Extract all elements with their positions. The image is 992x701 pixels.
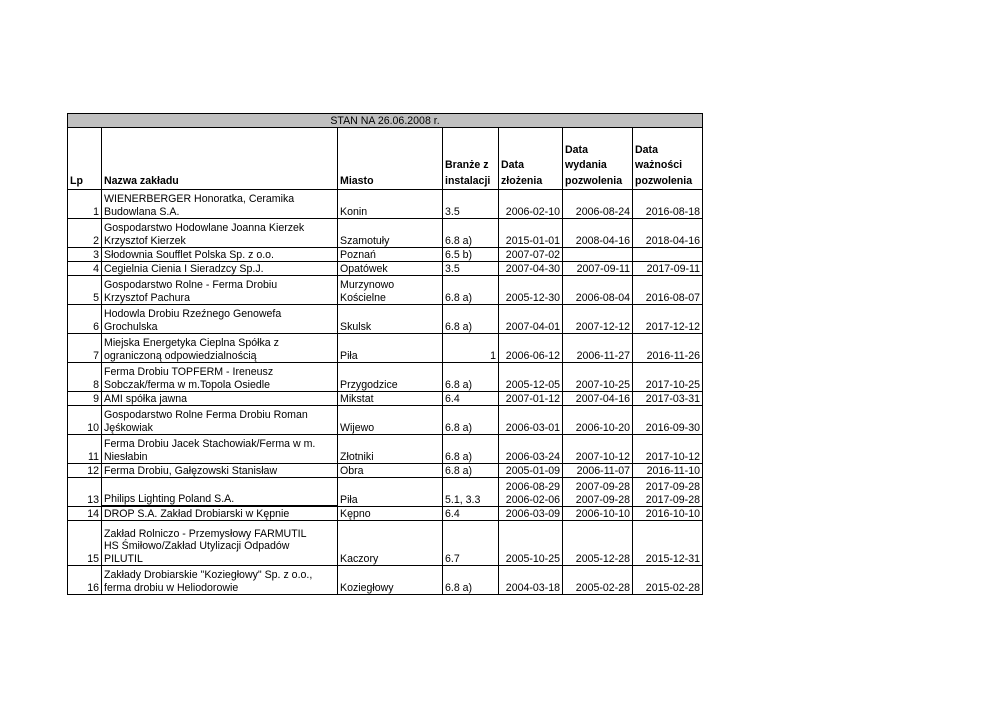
cell-issued-date xyxy=(563,566,633,595)
cell-issued-date xyxy=(563,248,633,262)
cell-line: Wijewo xyxy=(340,421,375,434)
cell-name xyxy=(102,363,338,392)
cell-line: 2017-10-12 xyxy=(645,450,700,463)
cell-line: Poznań xyxy=(340,248,376,261)
table-row xyxy=(68,276,703,305)
cell-line: 2007-04-16 xyxy=(575,392,630,405)
cell-line: 2007-09-11 xyxy=(576,262,630,275)
cell-city xyxy=(338,566,443,595)
cell-line: Kaczory xyxy=(340,552,379,565)
cell-issued-date xyxy=(563,219,633,248)
cell-city xyxy=(338,262,443,276)
cell-line: 2017-09-28 xyxy=(645,493,700,506)
column-header-valid-date: Data ważności pozwolenia xyxy=(633,128,703,190)
cell-branch: 5.1, 3.3 xyxy=(443,478,499,507)
cell-branch: 6.8 a) xyxy=(443,219,499,248)
table-body xyxy=(68,190,703,595)
cell-line: 2015-01-01 xyxy=(505,234,560,247)
cell-line: Koziegłowy xyxy=(340,581,394,594)
cell-city xyxy=(338,435,443,464)
cell-branch: 6.8 a) xyxy=(443,566,499,595)
cell-valid-date xyxy=(633,262,703,276)
cell-line: Zakłady Drobiarskie "Koziegłowy" Sp. z o.o., xyxy=(104,569,313,581)
table-row xyxy=(68,219,703,248)
cell-line: 2008-04-16 xyxy=(575,234,630,247)
cell-issued-date xyxy=(563,190,633,219)
cell-line: Gospodarstwo Hodowlane Joanna Kierzek xyxy=(104,222,305,234)
cell-line: Złotniki xyxy=(340,450,374,463)
table-row xyxy=(68,334,703,363)
cell-line: 2005-12-28 xyxy=(575,552,630,565)
cell-line: 2006-10-10 xyxy=(575,507,630,520)
cell-line: ferma drobiu w Heliodorowie xyxy=(104,581,239,594)
cell-line: 2006-02-06 xyxy=(505,493,560,506)
cell-line: AMI spółka jawna xyxy=(104,392,188,405)
cell-line: 2007-10-25 xyxy=(575,378,630,391)
cell-branch: 6.8 a) xyxy=(443,276,499,305)
cell-lp: 6 xyxy=(68,305,102,334)
cell-line: 2017-09-11 xyxy=(646,262,700,275)
table-row xyxy=(68,305,703,334)
cell-line: Philips Lighting Poland S.A. xyxy=(102,493,337,507)
cell-line: Konin xyxy=(340,205,368,218)
table-row xyxy=(68,190,703,219)
cell-line: Grochulska xyxy=(104,320,158,333)
table-row xyxy=(68,521,703,566)
cell-line: Krzysztof Pachura xyxy=(104,291,190,304)
cell-filed-date xyxy=(499,464,563,478)
cell-filed-date xyxy=(499,219,563,248)
cell-line: 2005-10-25 xyxy=(505,552,560,565)
cell-line: 2007-01-12 xyxy=(505,392,560,405)
cell-filed-date xyxy=(499,262,563,276)
cell-issued-date xyxy=(563,334,633,363)
cell-line: ograniczoną odpowiedzialnością xyxy=(104,349,257,362)
cell-filed-date xyxy=(499,478,563,507)
cell-city xyxy=(338,248,443,262)
cell-line: 2015-12-31 xyxy=(645,552,700,565)
cell-lp: 3 xyxy=(68,248,102,262)
cell-line: 2005-02-28 xyxy=(575,581,630,594)
cell-branch: 6.4 xyxy=(443,392,499,406)
cell-valid-date xyxy=(633,406,703,435)
cell-issued-date xyxy=(563,305,633,334)
cell-line: Ferma Drobiu TOPFERM - Ireneusz xyxy=(104,366,274,378)
cell-line: 2016-10-10 xyxy=(645,507,700,520)
cell-line: 2006-10-20 xyxy=(575,421,630,434)
cell-name xyxy=(102,464,338,478)
cell-name xyxy=(102,406,338,435)
cell-lp: 7 xyxy=(68,334,102,363)
cell-line: 2007-07-02 xyxy=(505,248,560,261)
cell-line: DROP S.A. Zakład Drobiarski w Kępnie xyxy=(104,507,290,520)
column-header-filed-date: Data złożenia xyxy=(499,128,563,190)
cell-line: 2004-03-18 xyxy=(505,581,560,594)
cell-issued-date xyxy=(563,464,633,478)
cell-line: 2005-01-09 xyxy=(505,464,560,477)
cell-line: 2018-04-16 xyxy=(645,234,700,247)
cell-line: WIENERBERGER Honoratka, Ceramika xyxy=(104,193,295,205)
cell-line: 2006-02-10 xyxy=(505,205,560,218)
cell-line: 2007-09-28 xyxy=(575,493,630,506)
cell-name xyxy=(102,190,338,219)
column-header-branch: Branże z instalacji xyxy=(443,128,499,190)
cell-lp: 15 xyxy=(68,521,102,566)
cell-filed-date xyxy=(499,305,563,334)
cell-line: Opatówek xyxy=(340,262,388,275)
cell-line: Zakład Rolniczo - Przemysłowy FARMUTIL xyxy=(104,527,307,540)
cell-line: 2006-08-29 xyxy=(505,481,560,493)
cell-branch: 6.4 xyxy=(443,507,499,521)
cell-line: 2017-12-12 xyxy=(645,320,700,333)
cell-lp: 1 xyxy=(68,190,102,219)
cell-line: Obra xyxy=(340,464,364,477)
cell-valid-date xyxy=(633,507,703,521)
cell-name xyxy=(102,334,338,363)
cell-branch: 1 xyxy=(443,334,499,363)
cell-filed-date xyxy=(499,435,563,464)
cell-line: Niesłabin xyxy=(104,450,148,463)
column-header-lp: Lp xyxy=(68,128,102,190)
cell-line: 2006-08-24 xyxy=(575,205,630,218)
column-header-issued-date: Data wydania pozwolenia xyxy=(563,128,633,190)
cell-name xyxy=(102,478,338,507)
table-row xyxy=(68,363,703,392)
cell-filed-date xyxy=(499,276,563,305)
cell-issued-date xyxy=(563,507,633,521)
cell-line: Gospodarstwo Rolne - Ferma Drobiu xyxy=(104,279,278,291)
cell-line: 2007-12-12 xyxy=(575,320,630,333)
cell-lp: 16 xyxy=(68,566,102,595)
cell-line: 2007-09-28 xyxy=(575,481,630,493)
cell-valid-date xyxy=(633,435,703,464)
cell-issued-date xyxy=(563,392,633,406)
table-row xyxy=(68,464,703,478)
cell-line: Słodownia Soufflet Polska Sp. z o.o. xyxy=(104,248,274,261)
cell-issued-date xyxy=(563,262,633,276)
cell-line: Mikstat xyxy=(340,392,374,405)
cell-line: 2006-03-09 xyxy=(505,507,560,520)
cell-line: Cegielnia Cienia I Sieradzcy Sp.J. xyxy=(104,262,264,275)
cell-branch: 3.5 xyxy=(443,262,499,276)
cell-line: 2006-11-27 xyxy=(576,349,630,362)
cell-line: Piła xyxy=(340,493,358,506)
cell-filed-date xyxy=(499,507,563,521)
cell-valid-date xyxy=(633,521,703,566)
table-row xyxy=(68,478,703,507)
cell-line: Krzysztof Kierzek xyxy=(104,234,186,247)
cell-name xyxy=(102,392,338,406)
cell-valid-date xyxy=(633,190,703,219)
cell-city xyxy=(338,521,443,566)
cell-line: 2015-02-28 xyxy=(645,581,700,594)
cell-name xyxy=(102,305,338,334)
cell-valid-date xyxy=(633,248,703,262)
cell-city xyxy=(338,406,443,435)
cell-line: Ferma Drobiu, Gałęzowski Stanisław xyxy=(104,464,278,477)
cell-filed-date xyxy=(499,406,563,435)
cell-line: Przygodzice xyxy=(340,378,398,391)
cell-valid-date xyxy=(633,334,703,363)
cell-line: Kościelne xyxy=(340,291,386,304)
cell-name xyxy=(102,435,338,464)
column-header-name: Nazwa zakładu xyxy=(102,128,338,190)
cell-name xyxy=(102,219,338,248)
cell-name xyxy=(102,566,338,595)
cell-name xyxy=(102,248,338,262)
cell-line: Hodowla Drobiu Rzeźnego Genowefa xyxy=(104,308,282,320)
table-row xyxy=(68,262,703,276)
cell-branch: 6.8 a) xyxy=(443,435,499,464)
cell-line: 2016-11-26 xyxy=(646,349,700,362)
cell-filed-date xyxy=(499,521,563,566)
cell-issued-date xyxy=(563,363,633,392)
cell-line: 2006-03-01 xyxy=(505,421,560,434)
cell-filed-date xyxy=(499,248,563,262)
cell-name xyxy=(102,276,338,305)
cell-issued-date xyxy=(563,478,633,507)
cell-filed-date xyxy=(499,566,563,595)
cell-name xyxy=(102,507,338,521)
cell-city xyxy=(338,464,443,478)
cell-line: PILUTIL xyxy=(104,552,143,565)
cell-line: Jęśkowiak xyxy=(104,421,153,434)
cell-line: 2005-12-05 xyxy=(505,378,560,391)
cell-line: Szamotuły xyxy=(340,234,390,247)
cell-valid-date xyxy=(633,305,703,334)
cell-lp: 12 xyxy=(68,464,102,478)
cell-issued-date xyxy=(563,276,633,305)
cell-filed-date xyxy=(499,363,563,392)
cell-issued-date xyxy=(563,406,633,435)
cell-line: Budowlana S.A. xyxy=(104,205,180,218)
cell-lp: 5 xyxy=(68,276,102,305)
cell-filed-date xyxy=(499,190,563,219)
cell-branch: 6.8 a) xyxy=(443,305,499,334)
cell-line: 2017-03-31 xyxy=(645,392,700,405)
cell-line: Piła xyxy=(340,349,358,362)
cell-line: 2016-08-07 xyxy=(645,291,700,304)
cell-lp: 14 xyxy=(68,507,102,521)
cell-valid-date xyxy=(633,363,703,392)
permits-table xyxy=(67,113,703,595)
cell-line: 2005-12-30 xyxy=(505,291,560,304)
table-row xyxy=(68,566,703,595)
cell-lp: 8 xyxy=(68,363,102,392)
cell-lp: 10 xyxy=(68,406,102,435)
cell-line: 2007-04-01 xyxy=(505,320,560,333)
cell-valid-date xyxy=(633,566,703,595)
table-row xyxy=(68,406,703,435)
table-row xyxy=(68,507,703,521)
cell-branch: 6.8 a) xyxy=(443,406,499,435)
cell-line: Murzynowo xyxy=(340,279,395,291)
cell-line: Sobczak/ferma w m.Topola Osiedle xyxy=(104,378,271,391)
cell-lp: 13 xyxy=(68,478,102,507)
cell-branch: 6.8 a) xyxy=(443,363,499,392)
cell-line: 2006-03-24 xyxy=(505,450,560,463)
cell-branch: 6.7 xyxy=(443,521,499,566)
table-row xyxy=(68,392,703,406)
column-header-city: Miasto xyxy=(338,128,443,190)
cell-city xyxy=(338,219,443,248)
cell-branch: 3.5 xyxy=(443,190,499,219)
cell-line: 2006-11-07 xyxy=(576,464,630,477)
cell-lp: 11 xyxy=(68,435,102,464)
cell-city xyxy=(338,334,443,363)
cell-line: 2016-09-30 xyxy=(645,421,700,434)
cell-line: 2017-09-28 xyxy=(645,481,700,493)
cell-city xyxy=(338,478,443,507)
table-row xyxy=(68,248,703,262)
cell-line: Kępno xyxy=(340,507,371,520)
cell-line: 2016-08-18 xyxy=(645,205,700,218)
cell-lp: 2 xyxy=(68,219,102,248)
cell-line: HS Śmiłowo/Zakład Utylizacji Odpadów xyxy=(104,540,290,552)
cell-issued-date xyxy=(563,521,633,566)
cell-branch: 6.8 a) xyxy=(443,464,499,478)
cell-city xyxy=(338,363,443,392)
cell-name xyxy=(102,521,338,566)
cell-name xyxy=(102,262,338,276)
cell-line: 2017-10-25 xyxy=(645,378,700,391)
cell-line: 2006-06-12 xyxy=(505,349,560,362)
cell-city xyxy=(338,190,443,219)
cell-city xyxy=(338,507,443,521)
table-row xyxy=(68,435,703,464)
cell-line: Gospodarstwo Rolne Ferma Drobiu Roman xyxy=(104,409,308,421)
cell-line: 2007-10-12 xyxy=(575,450,630,463)
cell-line: 2016-11-10 xyxy=(646,464,700,477)
cell-filed-date xyxy=(499,392,563,406)
cell-line: Skulsk xyxy=(340,320,372,333)
cell-valid-date xyxy=(633,219,703,248)
cell-filed-date xyxy=(499,334,563,363)
cell-valid-date xyxy=(633,392,703,406)
cell-line: Miejska Energetyka Cieplna Spółka z xyxy=(104,337,279,349)
cell-city xyxy=(338,276,443,305)
cell-issued-date xyxy=(563,435,633,464)
cell-valid-date xyxy=(633,276,703,305)
cell-line: 2007-04-30 xyxy=(505,262,560,275)
cell-branch: 6.5 b) xyxy=(443,248,499,262)
cell-line: 2006-08-04 xyxy=(575,291,630,304)
cell-city xyxy=(338,305,443,334)
status-date-banner: STAN NA 26.06.2008 r. xyxy=(68,114,703,128)
cell-lp: 4 xyxy=(68,262,102,276)
cell-lp: 9 xyxy=(68,392,102,406)
cell-valid-date xyxy=(633,478,703,507)
cell-city xyxy=(338,392,443,406)
cell-valid-date xyxy=(633,464,703,478)
cell-line: Ferma Drobiu Jacek Stachowiak/Ferma w m. xyxy=(104,438,316,450)
